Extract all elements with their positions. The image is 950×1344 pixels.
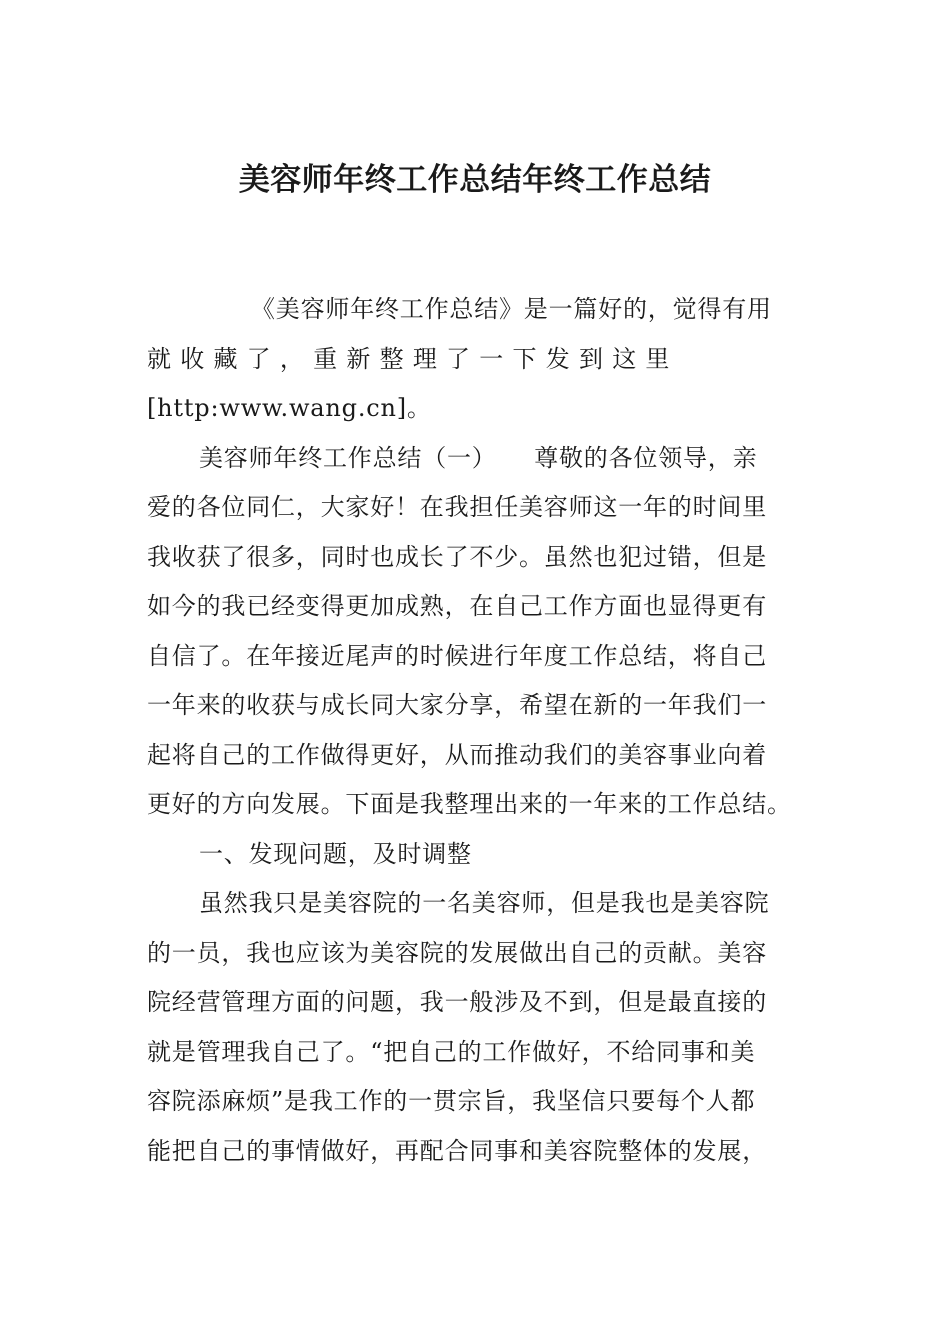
section-heading	[147, 830, 805, 880]
paragraph-line: 虽然我只是美容院的一名美容师，但是我也是美容院	[199, 889, 770, 917]
paragraph-line: 院经营管理方面的问题，我一般涉及不到，但是最直接的	[147, 988, 767, 1016]
document-title: 美容师年终工作总结年终工作总结	[238, 162, 712, 198]
paragraph-line: 美容师年终工作总结（一） 尊敬的各位领导，亲	[199, 443, 758, 472]
section1-paragraph	[147, 434, 805, 830]
paragraph-line: 一年来的收获与成长同大家分享，希望在新的一年我们一	[147, 691, 767, 719]
paragraph-line: 起将自己的工作做得更好，从而推动我们的美容事业向着	[147, 740, 767, 769]
paragraph-line: 如今的我已经变得更加成熟，在自己工作方面也显得更有	[147, 592, 767, 620]
intro-paragraph	[147, 285, 805, 434]
paragraph-line: 容院添麻烦”是我工作的一贯宗旨，我坚信只要每个人都	[147, 1087, 756, 1115]
paragraph-line: 更好的方向发展。下面是我整理出来的一年来的工作总结。	[147, 790, 792, 818]
document-body	[147, 285, 805, 1176]
intro-line: 就 收 藏 了 ， 重 新 整 理 了 一 下 发 到 这 里	[147, 344, 671, 373]
paragraph-line: 自信了。在年接近尾声的时候进行年度工作总结，将自己	[147, 641, 767, 670]
intro-line: 《美容师年终工作总结》是一篇好的，觉得有用	[251, 295, 772, 323]
paragraph-line: 的一员，我也应该为美容院的发展做出自己的贡献。美容	[147, 938, 767, 967]
intro-link-line: [http:www.wang.cn]。	[147, 394, 432, 422]
section2-paragraph	[147, 879, 805, 1176]
heading-line: 一、发现问题，及时调整	[199, 839, 472, 868]
paragraph-line: 爱的各位同仁，大家好！在我担任美容师这一年的时间里	[147, 493, 767, 521]
paragraph-line: 能把自己的事情做好，再配合同事和美容院整体的发展，	[147, 1136, 767, 1165]
paragraph-line: 我收获了很多，同时也成长了不少。虽然也犯过错，但是	[147, 542, 767, 571]
paragraph-line: 就是管理我自己了。“把自己的工作做好，不给同事和美	[147, 1037, 756, 1066]
